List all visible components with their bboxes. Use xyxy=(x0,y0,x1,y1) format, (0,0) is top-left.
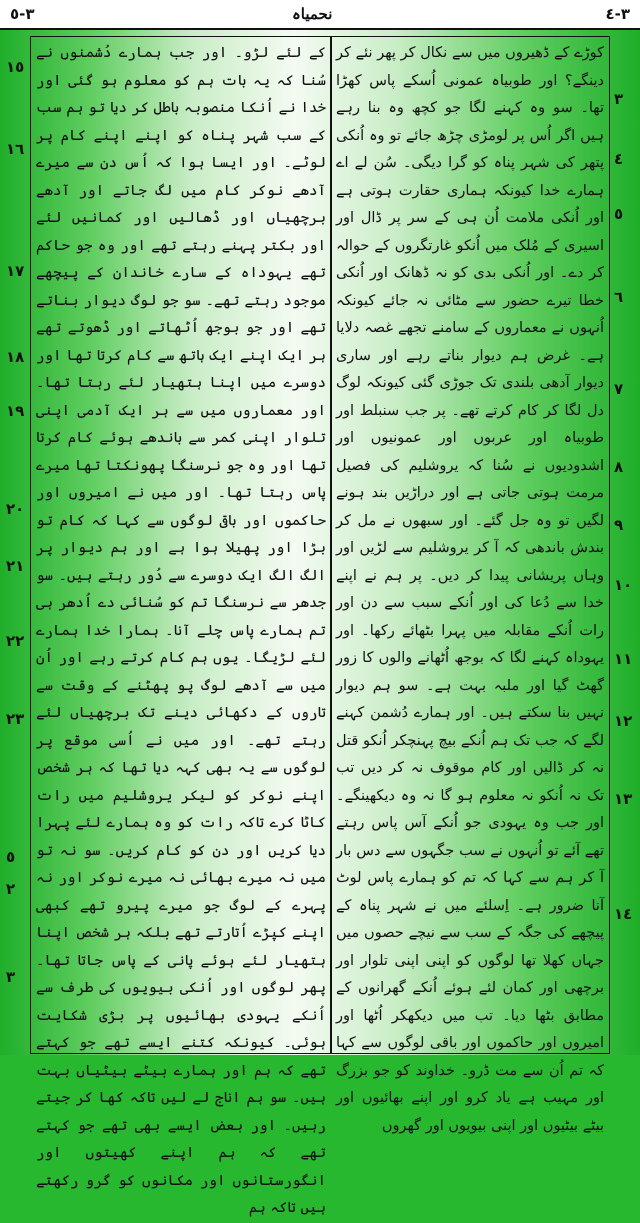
left-verse-number: ١٦ xyxy=(6,140,25,158)
right-verse-number: ٦ xyxy=(614,288,624,306)
left-column-text: کے لئے لڑو۔ اور جب ہمارے دُشمنوں نے سُنا کہ یہ بات ہم کو معلوم ہو گئی اور خدا نے اُنکا منصوبہ باطل کر دیا تو ہم سب کے سب شہر پناہ کو اپنے اپنے کام پر لوٹے۔ اور ایسا ہوا کہ اُس دن سے میرے آدھے نوکر کام میں لگ جاتے اور آدھے برچھیاں اور ڈھالیں اور کمانیں لئے اور بکتر پہنے رہتے تھے اور وہ جو حاکم تھے یہوداہ کے سارے خاندان کے پیچھے موجود رہتے تھے۔ سو جو لوگ دیوار بناتے تھے اور جو بوجھ اُٹھاتے اور ڈھوتے تھے ہر ایک اپنے ایک ہاتھ سے کام کرتا تھا اور دوسرے میں اپنا ہتھیار لئے رہتا تھا۔ اور معماروں میں سے ہر ایک آدمی اپنی تلوار اپنی کمر سے باندھے ہوئے کام کرتا تھا اور وہ جو نرسنگا پھونکتا تھا میرے پاس رہتا تھا۔ اور میں نے امیروں اور حاکموں اور باقی لوگوں سے کہا کہ کام تو بڑا اور پھیلا ہوا ہے اور ہم دیوار پر الگ الگ ایک دوسرے سے دُور رہتے ہیں۔ سو جدھر سے نرسنگا تم کو سُنائی دے اُدھر ہی تم ہمارے پاس چلے آنا۔ ہمارا خدا ہمارے لئے لڑیگا۔ یوں ہم کام کرتے رہے اور اُن میں سے آدھے لوگ پو پھٹنے کے وقت سے تاروں کے دکھائی دینے تک برچھیاں لئے رہتے تھے۔ اور میں نے اُسی موقع پر لوگوں سے یہ بھی کہہ دیا تھا کہ ہر شخص اپنے نوکر کو لیکر یروشلیم میں رات کاٹا کرے تاکہ رات کو وہ ہمارے لئے پہرا دیا کریں اور دن کو کام کریں۔ سو نہ تو میں نہ میرے بھائی نہ میرے نوکر اور نہ پہرے کے لوگ جو میرے پیرو تھے کبھی اپنے کپڑے اُتارتے تھے بلکہ ہر شخص اپنا ہتھیار لئے ہوئے پانی کے پاس جاتا تھا۔ پھر لوگوں اور اُنکی بیویوں کی طرف سے اُنکے یہودی بھائیوں پر بڑی شکایت ہوئی۔ کیونکہ کتنے ایسے تھے جو کہتے تھے کہ ہم اور ہمارے بیٹے بیٹیاں بہت ہیں۔ سو ہم اناج لے لیں تاکہ کھا کر جیتے رہیں۔ اور بعض ایسے بھی تھے جو کہتے تھے کہ ہم اپنے کھیتوں اور انگورستانوں اور مکانوں کو گرو رکھتے ہیں تاکہ ہم xyxy=(36,45,326,1216)
right-verse-number: ٤ xyxy=(614,150,624,168)
left-verse-number: ٣ xyxy=(6,968,16,986)
right-verse-number: ٧ xyxy=(614,380,624,398)
right-verse-number: ١٢ xyxy=(614,712,633,730)
right-verse-number: ٩ xyxy=(614,516,624,534)
right-text-column xyxy=(336,40,604,1134)
right-verse-number: ٨ xyxy=(614,458,624,476)
left-verse-number: ٢٣ xyxy=(6,710,25,728)
left-verse-number: ١٨ xyxy=(6,348,25,366)
page-header xyxy=(0,0,640,30)
left-verse-number: ١٥ xyxy=(6,58,25,76)
left-verse-number: ٥ xyxy=(6,848,16,866)
left-verse-number: ٢١ xyxy=(6,557,25,575)
left-verse-number: ١٩ xyxy=(6,402,25,420)
left-text-column xyxy=(36,40,326,1216)
left-verse-number: ٢ xyxy=(6,880,16,898)
header-right-reference: ٣-٤ xyxy=(605,5,630,23)
right-verse-number: ٣ xyxy=(614,90,624,108)
right-verse-number: ٥ xyxy=(614,205,624,223)
header-left-reference: ٣-٥ xyxy=(10,5,35,23)
right-verse-number: ١٤ xyxy=(614,905,633,923)
right-verse-number: ١١ xyxy=(614,650,633,668)
column-divider xyxy=(330,36,332,1053)
left-verse-number: ١٧ xyxy=(6,262,25,280)
book-title: نحمیاہ xyxy=(292,5,333,23)
right-column-text: کوڑے کے ڈھیروں میں سے نکال کر پھر نئے کر دینگے؟ اور طوبیاہ عمونی اُسکے پاس کھڑا تھا۔ سو وہ کہنے لگا جو کچھ وہ بنا رہے ہیں اگر اُس پر لومڑی چڑھ جائے تو وہ اُنکی پتھر کی شہر پناہ کو گرا دیگی۔ سُن لے اے ہمارے خدا کیونکہ ہماری حقارت ہوتی ہے اور اُنکی ملامت اُن ہی کے سر پر ڈال اور اسیری کے مُلک میں اُنکو غارتگروں کے حوالہ کر دے۔ اور اُنکی بدی کو نہ ڈھانک اور اُنکی خطا تیرے حضور سے مٹائی نہ جائے کیونکہ اُنہوں نے معماروں کے سامنے تجھے غصہ دلایا ہے۔ غرض ہم دیوار بناتے رہے اور ساری دیوار آدھی بلندی تک جوڑی گئی کیونکہ لوگ دل لگا کر کام کرتے تھے۔ پر جب سنبلط اور طوبیاہ اور عربوں اور عمونیوں اور اشدودیوں نے سُنا کہ یروشلیم کی فصیل مرمت ہوتی جاتی ہے اور دراڑیں بند ہونے لگیں تو وہ جل گئے۔ اور سبھوں نے مل کر بندش باندھی کہ آ کر یروشلیم سے لڑیں اور وہاں پریشانی پیدا کر دیں۔ پر ہم نے اپنے خدا سے دُعا کی اور اُنکے سبب سے دن اور رات اُنکے مقابلہ میں پہرا بٹھائے رکھا۔ اور یہوداہ کہنے لگا کہ بوجھ اُٹھانے والوں کا زور گھٹ گیا اور ملبہ بہت ہے۔ سو ہم دیوار نہیں بنا سکتے ہیں۔ اور ہمارے دُشمن کہنے لگے کہ جب تک ہم اُنکے بیچ پہنچکر اُنکو قتل نہ کر ڈالیں اور کام موقوف نہ کر دیں تب تک نہ اُنکو نہ معلوم ہو گا نہ وہ دیکھینگے۔ اور جب وہ یہودی جو اُنکے آس پاس رہتے تھے آئے تو اُنہوں نے سب جگہوں سے دس بار آ کر ہم سے کہا کہ تم کو ہمارے پاس لوٹ آنا ضرور ہے۔ اِسلئے میں نے شہر پناہ کے پیچھے کی جگہ کے سب سے نیچے حصوں میں جہاں کھلا تھا لوگوں کو اپنی اپنی تلوار اور برچھی اور کمان لئے ہوئے اُنکے گھرانوں کے مطابق بٹھا دیا۔ تب میں دیکھکر اُٹھا اور امیروں اور حاکموں اور باقی لوگوں سے کہا کہ تم اُن سے مت ڈرو۔ خداوند کو جو بزرگ اور مہیب ہے یاد کرو اور اپنے بھائیوں اور بیٹے بیٹیوں اور اپنی بیویوں اور گھروں xyxy=(336,45,604,1134)
right-verse-number: ١٣ xyxy=(614,790,633,808)
left-verse-number: ٢٢ xyxy=(6,632,25,650)
right-verse-number: ١٠ xyxy=(614,576,633,594)
left-verse-number: ٢٠ xyxy=(6,500,25,518)
